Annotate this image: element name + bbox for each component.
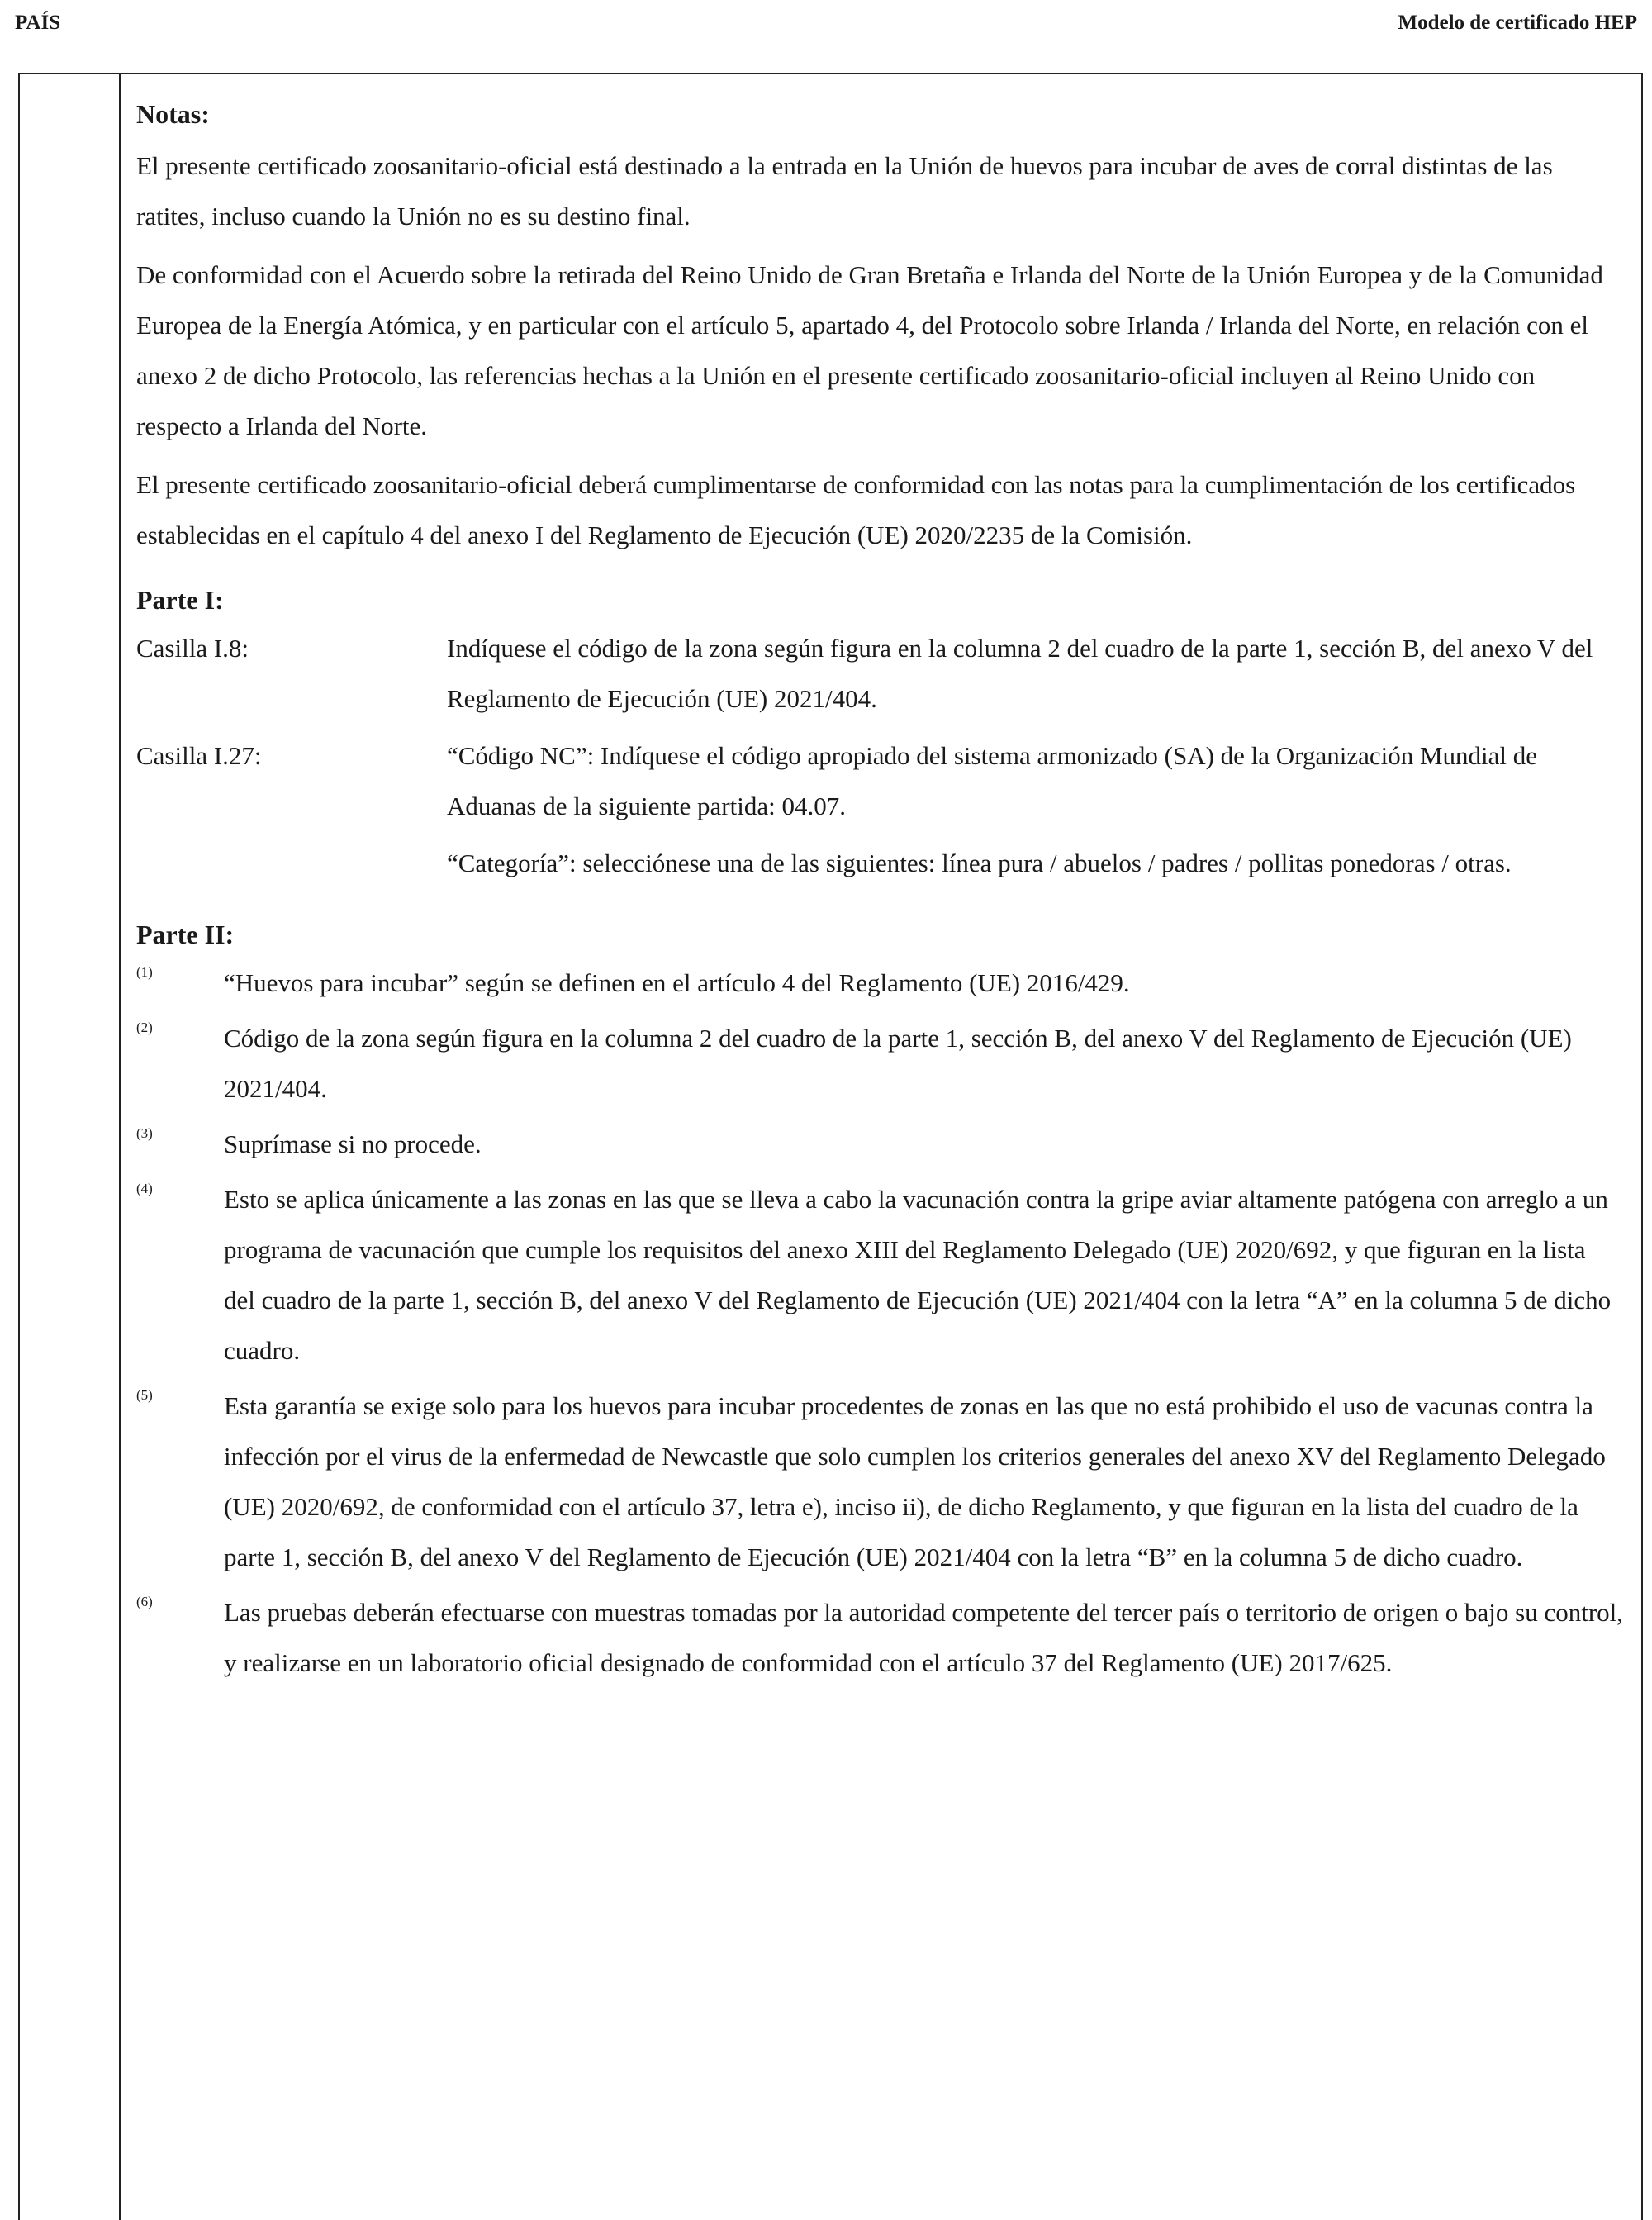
part-1-heading: Parte I: [136, 585, 224, 615]
box-row-i8 [136, 623, 1623, 730]
document-body [136, 91, 1623, 1693]
footnote [136, 1587, 1623, 1688]
footnote [136, 1119, 1623, 1169]
box-text: “Código NC”: Indíquese el código apropiado del sistema armonizado (SA) de la Organización Mundial de Aduanas de la siguiente partida: 04.07. [447, 741, 1538, 820]
notes-heading: Notas: [136, 99, 210, 129]
box-label: Casilla I.27: [136, 741, 262, 770]
certificate-model-label: Modelo de certificado HEP [1398, 12, 1637, 34]
box-text: “Categoría”: selecciónese una de las siguientes: línea pura / abuelos / padres / pollitas ponedoras / otras. [447, 849, 1512, 877]
page-header [0, 12, 1652, 61]
footnote-marker: (3) [136, 1125, 153, 1141]
notes-paragraph: El presente certificado zoosanitario-oficial está destinado a la entrada en la Unión de huevos para incubar de aves de corral distintas de las ratites, incluso cuando la Unión no es su destino final. [136, 151, 1553, 231]
box-row-i27 [136, 730, 1623, 895]
footnote-marker: (5) [136, 1387, 153, 1403]
footnote-marker: (2) [136, 1020, 153, 1035]
footnote-text: Esta garantía se exige solo para los huevos para incubar procedentes de zonas en las que no está prohibido el uso de vacunas contra la infección por el virus de la enfermedad de Newcastle que solo cumplen los criterios generales del anexo XV del Reglamento Delegado (UE) 2020/692, de conformidad con el artículo 37, letra e), inciso ii), de dicho Reglamento, y que figuran en la lista del cuadro de la parte 1, sección B, del anexo V del Reglamento de Ejecución (UE) 2021/404 con la letra “B” en la columna 5 de dicho cuadro. [224, 1391, 1606, 1571]
part-2-heading: Parte II: [136, 920, 235, 949]
footnote [136, 1381, 1623, 1582]
margin-rule [119, 73, 121, 2220]
notes-paragraph: El presente certificado zoosanitario-oficial deberá cumplimentarse de conformidad con las notas para la cumplimentación de los certificados establecidas en el capítulo 4 del anexo I del Reglamento de Ejecución (UE) 2020/2235 de la Comisión. [136, 470, 1576, 549]
box-label: Casilla I.8: [136, 634, 249, 663]
footnote [136, 1013, 1623, 1114]
country-label: PAÍS [15, 12, 61, 34]
notes-paragraph: De conformidad con el Acuerdo sobre la retirada del Reino Unido de Gran Bretaña e Irlanda del Norte de la Unión Europea y de la Comunidad Europea de la Energía Atómica, y en particular con el artículo 5, apartado 4, del Protocolo sobre Irlanda / Irlanda del Norte, en relación con el anexo 2 de dicho Protocolo, las referencias hechas a la Unión en el presente certificado zoosanitario-oficial incluyen al Reino Unido con respecto a Irlanda del Norte. [136, 260, 1603, 440]
footnote-text: Esto se aplica únicamente a las zonas en las que se lleva a cabo la vacunación contra la gripe aviar altamente patógena con arreglo a un programa de vacunación que cumple los requisitos del anexo XIII del Reglamento Delegado (UE) 2020/692, y que figuran en la lista del cuadro de la parte 1, sección B, del anexo V del Reglamento de Ejecución (UE) 2021/404 con la letra “A” en la columna 5 de dicho cuadro. [224, 1185, 1612, 1365]
footnote-marker: (4) [136, 1181, 153, 1196]
footnote [136, 1174, 1623, 1376]
footnote [136, 958, 1623, 1008]
footnote-marker: (6) [136, 1594, 153, 1609]
footnote-text: Suprímase si no procede. [224, 1129, 482, 1158]
footnote-text: Código de la zona según figura en la columna 2 del cuadro de la parte 1, sección B, del anexo V del Reglamento de Ejecución (UE) 2021/404. [224, 1024, 1572, 1103]
box-text: Indíquese el código de la zona según figura en la columna 2 del cuadro de la parte 1, sección B, del anexo V del Reglamento de Ejecución (UE) 2021/404. [447, 634, 1593, 713]
footnote-text: Las pruebas deberán efectuarse con muestras tomadas por la autoridad competente del tercer país o territorio de origen o bajo su control, y realizarse en un laboratorio oficial designado de conformidad con el artículo 37 del Reglamento (UE) 2017/625. [224, 1598, 1624, 1677]
footnote-text: “Huevos para incubar” según se definen en el artículo 4 del Reglamento (UE) 2016/429. [224, 968, 1130, 997]
footnote-marker: (1) [136, 964, 153, 980]
